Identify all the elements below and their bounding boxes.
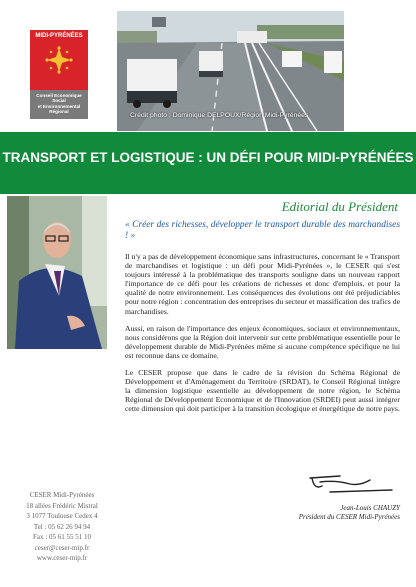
editorial-paragraph: Le CESER propose que dans le cadre de la révision du Schéma Régional de Développement et d'Aménagement du Territoire (SRDAT), le Conseil Régional intègre la dimension logistique essentielle au développement de notre région, le Schéma Régional de Développement Economique et de l'Innovation (SRDEI) peut aussi intégrer cette dimension qui doit participer à la transition écologique et énergétique de notre pays. xyxy=(125,368,400,414)
contact-phone: Tel : 05 62 26 94 94 xyxy=(33,522,91,531)
editorial-paragraph: Aussi, en raison de l'importance des enjeux économiques, sociaux et environnementaux, nous considérons que la Région doit intervenir sur cette problématique essentielle pour le développement durable de Midi-Pyrénées même si aucune compétence spécifique ne lui est reconnue dans ce domaine. xyxy=(125,323,400,360)
logo-org-line: Conseil Economique xyxy=(36,93,82,98)
handwritten-signature xyxy=(300,470,400,496)
contact-fax: Fax : 05 61 55 51 10 xyxy=(33,533,91,541)
editorial-paragraph: Il n'y a pas de développement économique sans infrastructures, concernant le « Transport de marchandises et logistique : un défi pour Midi-Pyrénées », le CESER qui s'est toujours intéressé à la problématique des transports souligne dans un nouveau rapport l'importance de ce défi pour les créations de richesses et donc d'emplois, et pour la qualité de notre environnement. Les conséquences des évolutions ont été préjudiciables pour notre région : concentration des entreprises du secteur et massification des trafics de marchandises. xyxy=(125,252,400,316)
editorial-quote: « Créer des richesses, développer le transport durable des marchandises ! » xyxy=(125,220,400,241)
title-band xyxy=(0,132,416,194)
signer-title: Président du CESER Midi-Pyrénées xyxy=(298,513,400,521)
logo-org-line: et Environnemental xyxy=(37,103,81,109)
page-title: TRANSPORT ET LOGISTIQUE : UN DÉFI POUR MIDI-PYRÉNÉES xyxy=(2,150,414,165)
contact-email[interactable]: ceser@ceser-mip.fr xyxy=(34,543,90,552)
signer-block xyxy=(299,504,400,522)
editorial-heading: Editorial du Président xyxy=(281,199,398,214)
signer-name: Jean-Louis CHAUZY xyxy=(340,504,400,512)
contact-block xyxy=(16,490,108,564)
contact-website[interactable]: www.ceser-mip.fr xyxy=(36,554,88,562)
occitan-cross-icon xyxy=(45,45,73,75)
logo-org-line: Social xyxy=(52,98,66,104)
photo-credit: Crédit photo : Dominique DELPOUX/Région Midi-Pyrénées xyxy=(130,112,309,119)
ceser-logo xyxy=(30,30,88,119)
contact-city: 3 1077 Toulouse Cedex 4 xyxy=(26,512,98,520)
editorial-body xyxy=(125,220,400,422)
logo-org-block xyxy=(30,90,88,119)
contact-org: CESER Midi-Pyrénées xyxy=(29,491,95,499)
logo-org-line: Régional xyxy=(49,109,69,115)
logo-red-block xyxy=(30,30,88,90)
contact-address: 18 allées Frédéric Mistral xyxy=(26,501,98,510)
logo-region-label: MIDI-PYRÉNÉES xyxy=(35,33,83,39)
portrait-illustration xyxy=(7,196,107,349)
president-portrait xyxy=(7,196,107,349)
